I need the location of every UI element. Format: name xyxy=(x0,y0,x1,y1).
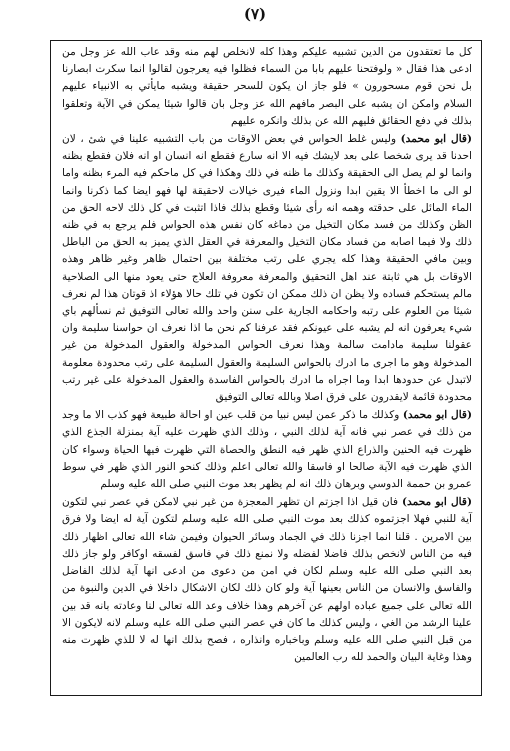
paragraph-3-text: وكذلك ما ذكر عمن ليس نبيا من قلب عين او احالة طبيعة فهو كذب الا ما وجد من ذلك في عصر نبي فانه آية لذلك النبي ، وذلك الذي ظهرت عليه آية بمنزلة الجذع الذي ظهرت فيه الحنين والذراع الذي ظهر فيه النطق والحصاة التي ظهرت فيها الحياة وسواء كان الذي ظهرت فيه الآية صالحا او فاسقا والله تعالى اعلم وذلك كنحو النور الذي ظهر في سوط عمرو بن حممة الدوسي وبرهان ذلك انه لم يظهر بعد موت النبي صلى الله عليه وسلم xyxy=(62,409,472,491)
paragraph-4-heading: (قال ابو محمد) xyxy=(402,496,472,509)
paragraph-1-text: كل ما تعتقدون من الدين تشبيه عليكم وهذا كله لانخلص لهم منه وقد عاب الله عز وجل من ادعى هذا فقال « ولوفتحنا عليهم بابا من السماء فظلوا فيه يعرجون لقالوا انما سكرت ابصارنا بل نحن قوم مسحورون » فلو جاز ان يكون للسحر حقيقة ويشبه مايأتي به الانبياء عليهم السلام وامكن ان يشبه على البصر مافهم الله عز وجل بان قالوا شيئا يمكن في الآية وتعلقوا بذلك في دفع الحقائق فليهم الله عن بذلك وانكره عليهم xyxy=(62,46,472,127)
paragraph-1 xyxy=(62,44,472,130)
paragraph-3 xyxy=(62,407,472,493)
paragraph-4 xyxy=(62,494,472,666)
body-text xyxy=(62,44,472,666)
paragraph-2-text: وليس غلط الحواس في بعض الاوقات من باب التشبيه علينا في شئ ، لان احدنا قد يرى شخصا على بعد لايشك فيه الا انه سارع فقطع انه انسان او انه فلان فقطع بظنه وانما لو لم يصل الى الحقيقة وكذلك ما ظنه في ذلك وهكذا في كل ماحكم فيه المرء بظنه واما لو الى ما اخطأ الا يقين ابدا ونزول الماء فيرى خيالات لاحقيقة لها فهو ايضا كما ذكرنا وانما الماء المائل على حدقته وهمه انه رأى شيئا وقطع بذلك فاذا اتثبت في كل ذلك لاحه الحق من الظن وكذلك من فسد مكان التخيل من دماغه كان نفس هذه الحواس فلم يرجع به في ظنه ذلك ولا فيما اصابه من فساد مكان التخيل والمعرفة في العقل الذي يميز به الحق من الباطل وبين مافي الحقيقة وهذا كله يجري على رتب مختلفة بين احتمال ظاهر وغير ظاهر وهذه الاوقات بل هي ثابتة عند اهل التحقيق والمعرفة معروفة العلاج حتى يعود منها الى الصلاحية مالم يستحكم فساده ولا يظن ان ذلك ممكن ان تكون في تلك حالا هؤلاء اذ قوتان هذا لم نعرف شيئا من العلوم على رتبه واحكامه الجارية على سنن واحد والله تعالى التوفيق ثم نسألهم باي شيء يعرفون انه لم يشبه على عيونكم فقد عرفنا كم نحن ما اذا نعرف ان حواسنا سليمة وان عقولنا سليمة مادامت سالمة وهذا نعرف الحواس المدخولة والعقول المدخولة من غير المدخولة وهو ما اجرى ما ادرك بالحواس السليمة والعقول السليمة على رتب محدودة معلومة لاتبدل عن حدودها ابدا وما اجراه ما ادرك بالحواس الفاسدة والعقول المدخولة على غير رتب محدودة قائمة لايقدرون على فرق اصلا وبالله تعالى التوفيق xyxy=(62,133,472,404)
paragraph-2 xyxy=(62,131,472,406)
paragraph-4-text: فان قيل اذا اجزتم ان تظهر المعجزة من غير نبي لامكن في عصر نبي لتكون آية للنبي فهلا اجزتموه كذلك بعد موت النبي صلى الله عليه وسلم لتكون آية له ايضا ولا فرق بين الامرين . قلنا انما اجزنا ذلك في الجماد وسائر الحيوان وفيمن شاء الله تعالى اظهار ذلك فيه من الناس لانخص بذلك فاضلا لفضله ولا نمنع ذلك في فاسق لفسقه اوكافر ولو جاز ذلك بعد النبي صلى الله عليه وسلم لكان في امن من دعوى من ادعى انها آية لذلك الفاضل والفاسق والانسان من الناس بعينها آية ولو كان ذلك لكان الاشكال داخلا في الدين والنبوة من الله تعالى على جميع عباده اولهم عن آخرهم وهذا خلاف وعد الله تعالى لنا وعادته بانه قد بين علينا الرشد من الغي ، وليس كذلك ما كان في عصر النبي صلى الله عليه وسلم لانه لايكون الا من قبل النبي صلى الله عليه وسلم وباخباره وانذاره ، فصح بذلك انها له لا للذي ظهرت منه وهذا وغاية البيان والحمد لله رب العالمين xyxy=(62,496,472,664)
page-number: (٧) xyxy=(243,5,267,23)
paragraph-2-heading: (قال ابو محمد) xyxy=(400,133,473,146)
paragraph-3-heading: (قال ابو محمد) xyxy=(402,409,473,422)
